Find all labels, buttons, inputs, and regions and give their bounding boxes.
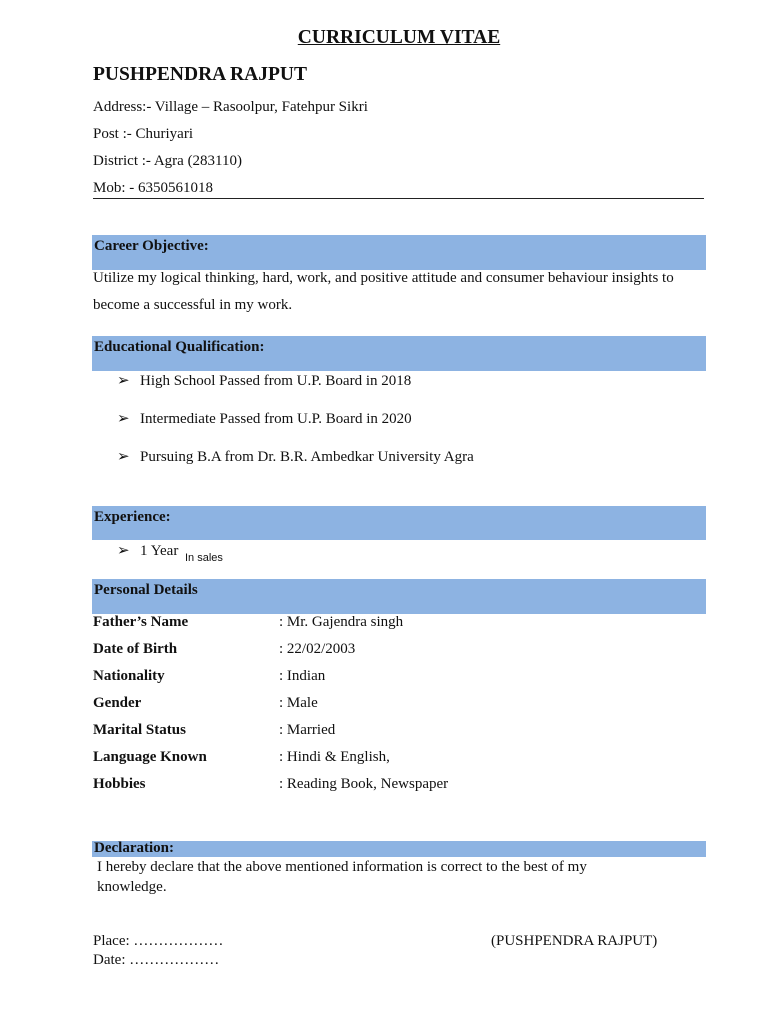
experience-header [92, 506, 706, 540]
arrow-bullet-icon: ➢ [117, 449, 130, 465]
education-item [117, 447, 474, 466]
career-objective-header [92, 235, 706, 270]
post-line: Post :- Churiyari [93, 126, 193, 142]
career-objective-line-1: Utilize my logical thinking, hard, work, and positive attitude and consumer behaviour insights to [93, 270, 674, 286]
declaration-line-1: I hereby declare that the above mentioned information is correct to the best of my [97, 859, 587, 875]
personal-details-header [92, 579, 706, 614]
experience-item [117, 541, 178, 560]
personal-label: Date of Birth [93, 641, 178, 657]
personal-value: : Hindi & English, [279, 749, 390, 765]
date-line: Date: ……………… [93, 952, 220, 968]
address-line: Address:- Village – Rasoolpur, Fatehpur Sikri [93, 99, 368, 115]
mobile-line: Mob: - 6350561018 [93, 180, 213, 196]
education-item [117, 371, 411, 390]
place-line: Place: ……………… [93, 933, 224, 949]
personal-label: Hobbies [93, 776, 146, 792]
education-heading: Educational Qualification: [94, 339, 265, 355]
personal-value: : Reading Book, Newspaper [279, 776, 449, 792]
education-item-text: High School Passed from U.P. Board in 2018 [140, 373, 412, 389]
personal-value: : Married [279, 722, 336, 738]
education-header [92, 336, 706, 371]
arrow-bullet-icon: ➢ [117, 373, 130, 389]
experience-heading: Experience: [94, 509, 171, 525]
district-line: District :- Agra (283110) [93, 153, 242, 169]
declaration-line-2: knowledge. [97, 879, 167, 895]
personal-details-heading: Personal Details [94, 582, 198, 598]
personal-label: Language Known [93, 749, 207, 765]
arrow-bullet-icon: ➢ [117, 411, 130, 427]
personal-value: : Indian [279, 668, 326, 684]
experience-item-text: 1 Year [140, 543, 179, 559]
education-item [117, 409, 412, 428]
personal-value: : 22/02/2003 [279, 641, 356, 657]
declaration-header [92, 841, 706, 857]
education-item-text: Intermediate Passed from U.P. Board in 2020 [140, 411, 412, 427]
personal-label: Gender [93, 695, 142, 711]
education-item-text: Pursuing B.A from Dr. B.R. Ambedkar University Agra [140, 449, 474, 465]
career-objective-line-2: become a successful in my work. [93, 297, 293, 313]
personal-value: : Male [279, 695, 318, 711]
personal-value: : Mr. Gajendra singh [279, 614, 404, 630]
header-divider [93, 198, 704, 199]
signature-name: (PUSHPENDRA RAJPUT) [491, 933, 658, 949]
arrow-bullet-icon: ➢ [117, 543, 130, 559]
personal-label: Nationality [93, 668, 165, 684]
declaration-heading: Declaration: [94, 840, 174, 856]
experience-note: In sales [185, 552, 223, 564]
career-objective-heading: Career Objective: [94, 238, 209, 254]
document-title: CURRICULUM VITAE [297, 27, 501, 48]
personal-label: Father’s Name [93, 614, 189, 630]
personal-label: Marital Status [93, 722, 186, 738]
candidate-name: PUSHPENDRA RAJPUT [93, 64, 307, 85]
